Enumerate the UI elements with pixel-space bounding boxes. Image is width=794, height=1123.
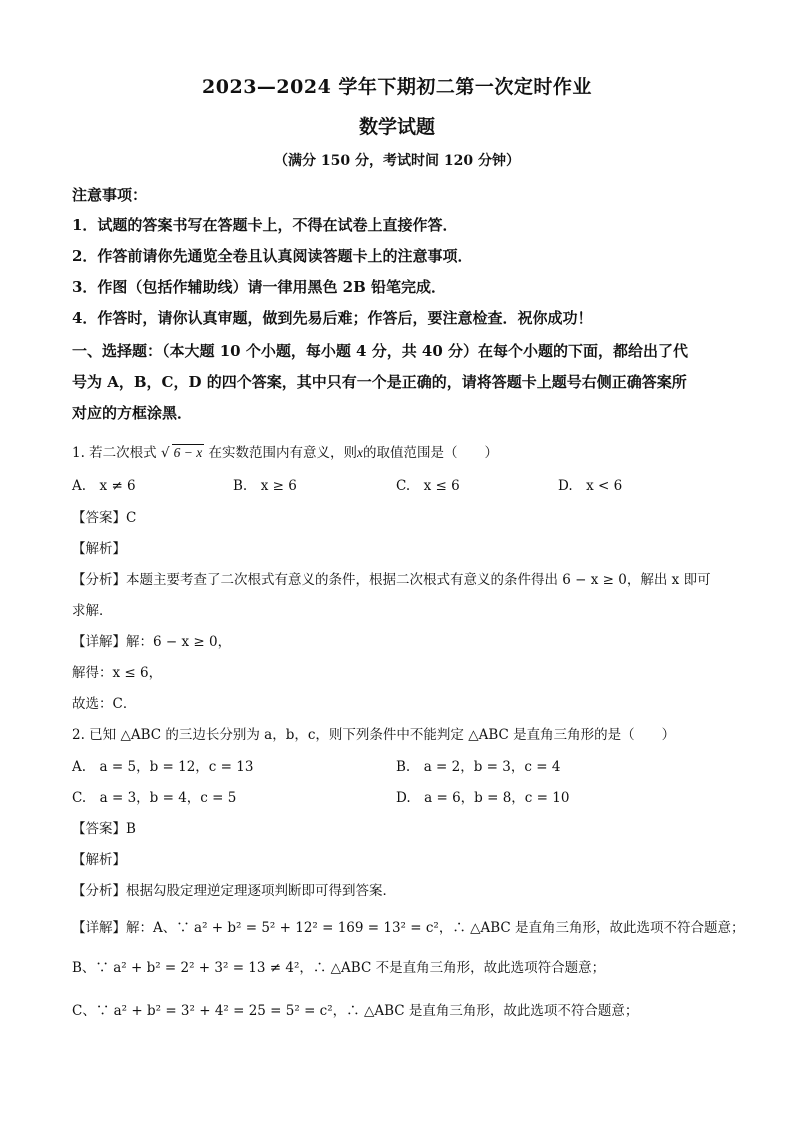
q1-stem — [72, 441, 498, 461]
q1-radicand: 6 − x — [173, 445, 203, 460]
notice-item-3: 3．作图（包括作辅助线）请一律用黑色 2B 铅笔完成． — [72, 278, 446, 296]
q1-answer: 【答案】C — [72, 510, 137, 526]
notice-item-4: 4．作答时，请你认真审题，做到先易后难；作答后，要注意检查．祝你成功！ — [72, 309, 593, 327]
q1-detail: 【详解】解：6 − x ≥ 0， — [72, 634, 232, 650]
notice-heading: 注意事项： — [72, 186, 148, 204]
notice-item-2: 2．作答前请你先通览全卷且认真阅读答题卡上的注意事项． — [72, 247, 473, 265]
q2-analysis: 【解析】 — [72, 852, 126, 868]
section1-line-2: 号为 A，B，C，D 的四个答案，其中只有一个是正确的，请将答题卡上题号右侧正确答案所 — [72, 373, 687, 391]
q2-answer: 【答案】B — [72, 821, 136, 837]
exam-subject: 数学试题 — [358, 116, 435, 138]
q1-fenxi-2: 求解． — [72, 603, 113, 619]
section1-line-3: 对应的方框涂黑． — [72, 404, 193, 422]
q2-option-c: C. a = 3，b = 4，c = 5 — [72, 790, 237, 806]
q1-option-c: C. x ≤ 6 — [396, 478, 460, 494]
q2-detail-b: B、∵ a² + b² = 2² + 3² = 13 ≠ 4²，∴ △ABC 不是直角三角形，故此选项符合题意； — [72, 960, 606, 976]
section1-line-1: 一、选择题：（本大题 10 个小题，每小题 4 分，共 40 分）在每个小题的下面，都给出了代 — [72, 342, 689, 360]
notice-item-1: 1．试题的答案书写在答题卡上，不得在试卷上直接作答． — [72, 216, 458, 234]
q1-choose: 故选：C． — [72, 696, 137, 712]
q1-stem-c: 的取值范围是（ ） — [362, 445, 498, 461]
exam-title: 2023—2024 学年下期初二第一次定时作业 — [202, 76, 592, 98]
q2-fenxi: 【分析】根据勾股定理逆定理逐项判断即可得到答案． — [72, 883, 396, 899]
sqrt-icon: √ — [160, 445, 170, 461]
q1-var: x — [356, 445, 363, 460]
q1-stem-a: 1. 若二次根式 — [72, 445, 157, 461]
q1-fenxi-1: 【分析】本题主要考查了二次根式有意义的条件，根据二次根式有意义的条件得出 6 − x ≥ 0，解出 x 即可 — [72, 572, 711, 588]
q2-option-b: B. a = 2，b = 3，c = 4 — [396, 759, 561, 775]
q1-option-b: B. x ≥ 6 — [233, 478, 297, 494]
q1-option-d: D. x < 6 — [558, 478, 623, 494]
q2-option-d: D. a = 6，b = 8，c = 10 — [396, 790, 570, 806]
q1-solve: 解得：x ≤ 6， — [72, 665, 163, 681]
exam-info: （满分 150 分，考试时间 120 分钟） — [274, 153, 520, 169]
q1-analysis: 【解析】 — [72, 541, 126, 557]
q2-option-a: A. a = 5，b = 12，c = 13 — [72, 759, 254, 775]
q2-detail-c: C、∵ a² + b² = 3² + 4² = 25 = 5² = c²，∴ △ABC 是直角三角形，故此选项不符合题意； — [72, 1003, 639, 1019]
q2-detail-a: 【详解】解：A、∵ a² + b² = 5² + 12² = 169 = 13² = c²，∴ △ABC 是直角三角形，故此选项不符合题意； — [72, 920, 745, 936]
q1-stem-b: 在实数范围内有意义，则 — [208, 445, 357, 461]
q2-stem: 2. 已知 △ABC 的三边长分别为 a，b，c，则下列条件中不能判定 △ABC 是直角三角形的是（ ） — [72, 727, 676, 743]
q1-option-a: A. x ≠ 6 — [72, 478, 136, 494]
